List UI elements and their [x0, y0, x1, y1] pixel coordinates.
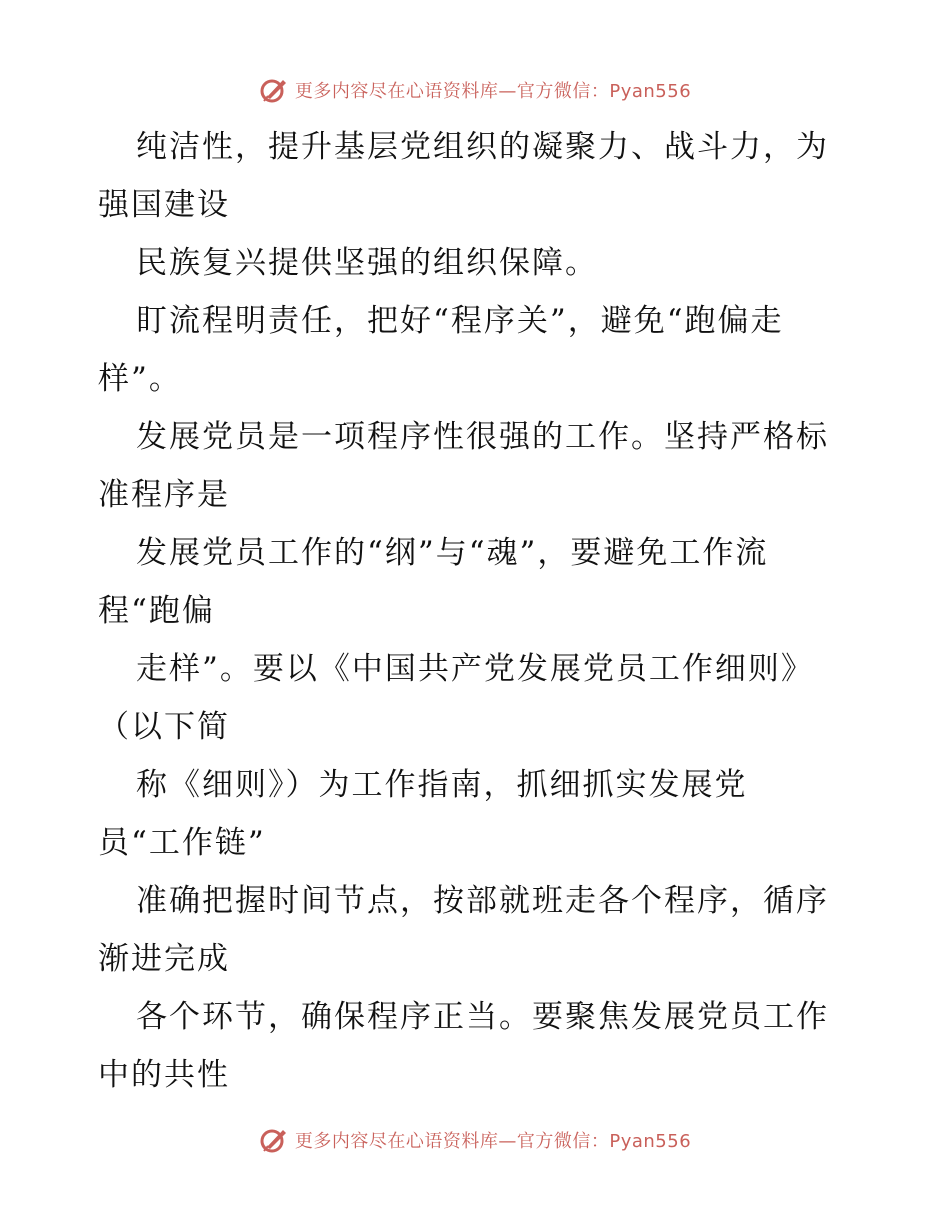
text-line: （以下简	[98, 709, 230, 745]
text-line: 各个环节，确保程序正当。要聚焦发展党员工作	[136, 999, 829, 1035]
text-line: 盯流程明责任，把好“程序关”，避免“跑偏走	[136, 303, 784, 339]
text-line: 民族复兴提供坚强的组织保障。	[136, 245, 598, 281]
text-line: 程“跑偏	[98, 593, 215, 629]
document-body	[98, 118, 858, 1104]
text-line: 发展党员是一项程序性很强的工作。坚持严格标	[136, 419, 829, 455]
quill-pen-logo-icon	[259, 1125, 289, 1155]
text-line: 样”。	[98, 361, 182, 397]
footer-watermark	[0, 1120, 950, 1160]
watermark-text: 更多内容尽在心语资料库—官方微信：Pyan556	[294, 1131, 692, 1152]
body-text	[98, 118, 858, 1104]
text-line: 渐进完成	[98, 941, 230, 977]
text-line: 准确把握时间节点，按部就班走各个程序，循序	[136, 883, 829, 919]
text-line: 称《细则》）为工作指南，抓细抓实发展党	[136, 767, 748, 803]
text-line: 纯洁性，提升基层党组织的凝聚力、战斗力，为	[136, 129, 829, 165]
text-line: 准程序是	[98, 477, 230, 513]
text-line: 发展党员工作的“纲”与“魂”，要避免工作流	[136, 535, 769, 571]
watermark-text: 更多内容尽在心语资料库—官方微信：Pyan556	[294, 81, 692, 102]
text-line: 走样”。要以《中国共产党发展党员工作细则》	[136, 651, 814, 687]
text-line: 员“工作链”	[98, 825, 266, 861]
text-line: 强国建设	[98, 187, 230, 223]
text-line: 中的共性	[98, 1057, 230, 1093]
quill-pen-logo-icon	[259, 75, 289, 105]
header-watermark	[0, 70, 950, 110]
